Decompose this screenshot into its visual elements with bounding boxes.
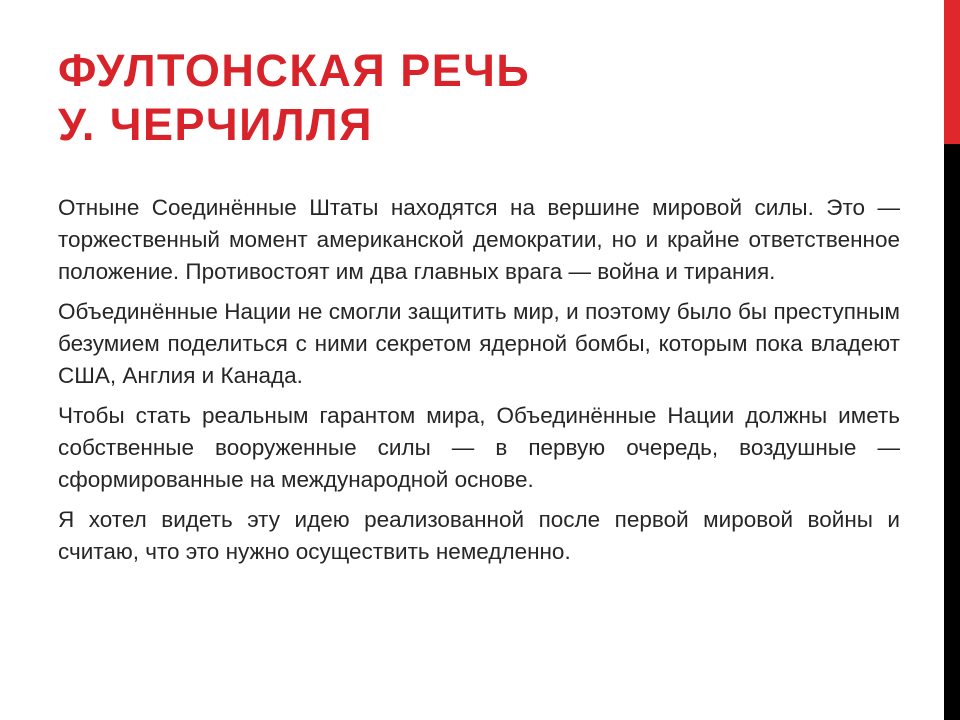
- paragraph: Чтобы стать реальным гарантом мира, Объединённые Нации должны иметь собственные вооруженные силы — в первую очередь, воздушные — сформированные на международной основе.: [58, 403, 900, 492]
- slide-body: [58, 192, 900, 576]
- slide-title: [58, 44, 918, 152]
- slide-title-line-2: У. ЧЕРЧИЛЛЯ: [58, 99, 373, 150]
- paragraph: Отныне Соединённые Штаты находятся на вершине мировой силы. Это — торжественный момент американской демократии, но и крайне ответственное положение. Противостоят им два главных врага — война и тирания.: [58, 195, 900, 284]
- accent-bar-red: [944, 0, 960, 144]
- slide-title-line-1: ФУЛТОНСКАЯ РЕЧЬ: [58, 45, 531, 96]
- paragraph: Я хотел видеть эту идею реализованной после первой мировой войны и считаю, что это нужно осуществить немедленно.: [58, 507, 900, 564]
- paragraph: Объединённые Нации не смогли защитить мир, и поэтому было бы преступным безумием поделиться с ними секретом ядерной бомбы, которым пока владеют США, Англия и Канада.: [58, 299, 900, 388]
- accent-bar-black: [944, 144, 960, 720]
